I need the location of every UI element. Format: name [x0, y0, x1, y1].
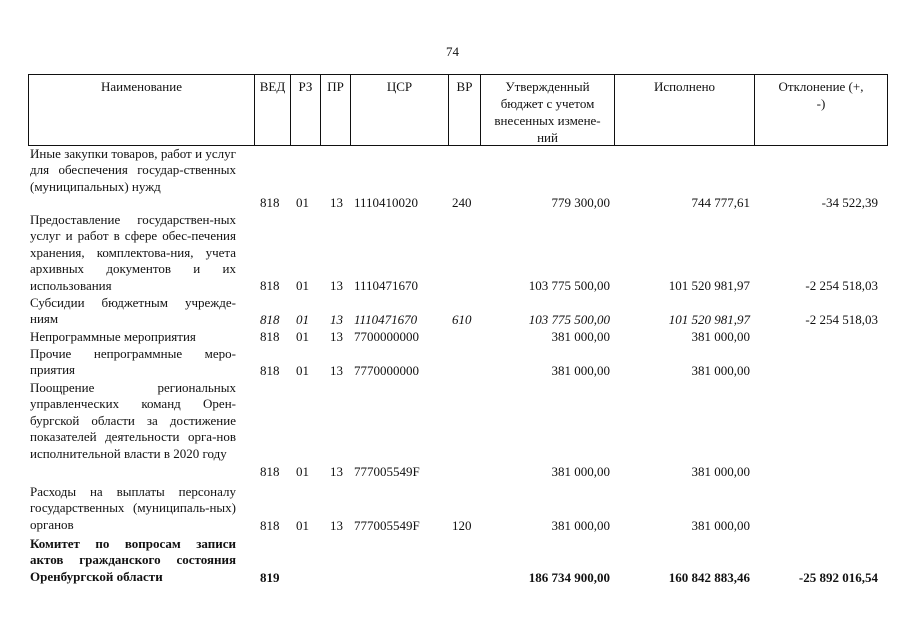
header-approved-budget: Утвержденный бюджет с учетом внесенных измене-ний: [481, 75, 615, 145]
row-csr: 7770000000: [354, 363, 419, 378]
row-executed: 381 000,00: [691, 329, 750, 344]
row-pr: 13: [330, 195, 343, 210]
row-rz: 01: [296, 278, 309, 293]
row-rz: 01: [296, 329, 309, 344]
row-approved-budget: 103 775 500,00: [528, 312, 610, 327]
header-rz: РЗ: [291, 75, 321, 145]
row-pr: 13: [330, 518, 343, 533]
header-executed: Исполнено: [615, 75, 755, 145]
row-name: Комитет по вопросам записи актов гражданского состояния Оренбургской области: [30, 536, 236, 584]
row-approved-budget: 103 775 500,00: [528, 278, 610, 293]
row-approved-budget: 779 300,00: [551, 195, 610, 210]
row-name: Прочие непрограммные меро-приятия: [30, 346, 236, 378]
row-executed: 744 777,61: [691, 195, 750, 210]
row-rz: 01: [296, 312, 309, 327]
row-csr: 1110471670: [354, 312, 418, 327]
row-pr: 13: [330, 329, 343, 344]
row-ved: 818: [260, 195, 280, 210]
row-deviation: -34 522,39: [821, 195, 878, 210]
row-csr: 777005549F: [354, 518, 420, 533]
header-deviation: Отклонение (+, -): [778, 79, 864, 111]
row-approved-budget: 381 000,00: [551, 329, 610, 344]
row-rz: 01: [296, 464, 309, 479]
row-executed: 160 842 883,46: [668, 570, 750, 585]
row-executed: 381 000,00: [691, 518, 750, 533]
row-pr: 13: [330, 278, 343, 293]
row-csr: 1110471670: [354, 278, 419, 293]
row-name: Субсидии бюджетным учрежде-ниям: [30, 295, 236, 327]
row-vr: 120: [452, 518, 472, 533]
page-number: 74: [446, 44, 459, 59]
row-ved: 818: [260, 518, 280, 533]
header-csr: ЦСР: [351, 75, 449, 145]
row-name: Иные закупки товаров, работ и услуг для обеспечения государ-ственных (муниципальных) нужд: [30, 146, 236, 194]
row-approved-budget: 186 734 900,00: [528, 570, 610, 585]
row-name: Поощрение региональных управленческих команд Орен-бургской области за достижение показателей деятельности орга-нов исполнительной власти в 2020 году: [30, 380, 236, 461]
row-deviation: -2 254 518,03: [805, 312, 878, 327]
row-pr: 13: [330, 363, 343, 378]
header-name: Наименование: [29, 75, 255, 145]
row-name: Расходы на выплаты персоналу государственных (муниципаль-ных) органов: [30, 484, 236, 532]
row-name: Непрограммные мероприятия: [30, 329, 196, 344]
row-executed: 381 000,00: [691, 363, 750, 378]
row-ved: 818: [260, 363, 280, 378]
row-ved: 819: [260, 570, 280, 585]
row-approved-budget: 381 000,00: [551, 518, 610, 533]
row-ved: 818: [260, 329, 280, 344]
row-csr: 777005549F: [354, 464, 420, 479]
row-deviation: -25 892 016,54: [798, 570, 878, 585]
row-ved: 818: [260, 278, 280, 293]
row-executed: 101 520 981,97: [668, 278, 750, 293]
header-pr: ПР: [321, 75, 351, 145]
row-rz: 01: [296, 363, 309, 378]
table-header: [28, 74, 888, 146]
row-executed: 101 520 981,97: [668, 312, 750, 327]
row-csr: 7700000000: [354, 329, 419, 344]
row-pr: 13: [330, 464, 343, 479]
row-executed: 381 000,00: [691, 464, 750, 479]
row-approved-budget: 381 000,00: [551, 464, 610, 479]
row-rz: 01: [296, 195, 309, 210]
row-ved: 818: [260, 312, 280, 327]
header-vr: ВР: [449, 75, 481, 145]
row-vr: 240: [452, 195, 472, 210]
row-ved: 818: [260, 464, 280, 479]
row-rz: 01: [296, 518, 309, 533]
row-vr: 610: [452, 312, 472, 327]
row-pr: 13: [330, 312, 343, 327]
row-approved-budget: 381 000,00: [551, 363, 610, 378]
row-name: Предоставление государствен-ных услуг и работ в сфере обес-печения хранения, комплектова-ния, учета архивных документов и их использования: [30, 212, 236, 293]
row-deviation: -2 254 518,03: [805, 278, 878, 293]
header-ved: ВЕД: [255, 75, 291, 145]
row-csr: 1110410020: [354, 195, 419, 210]
